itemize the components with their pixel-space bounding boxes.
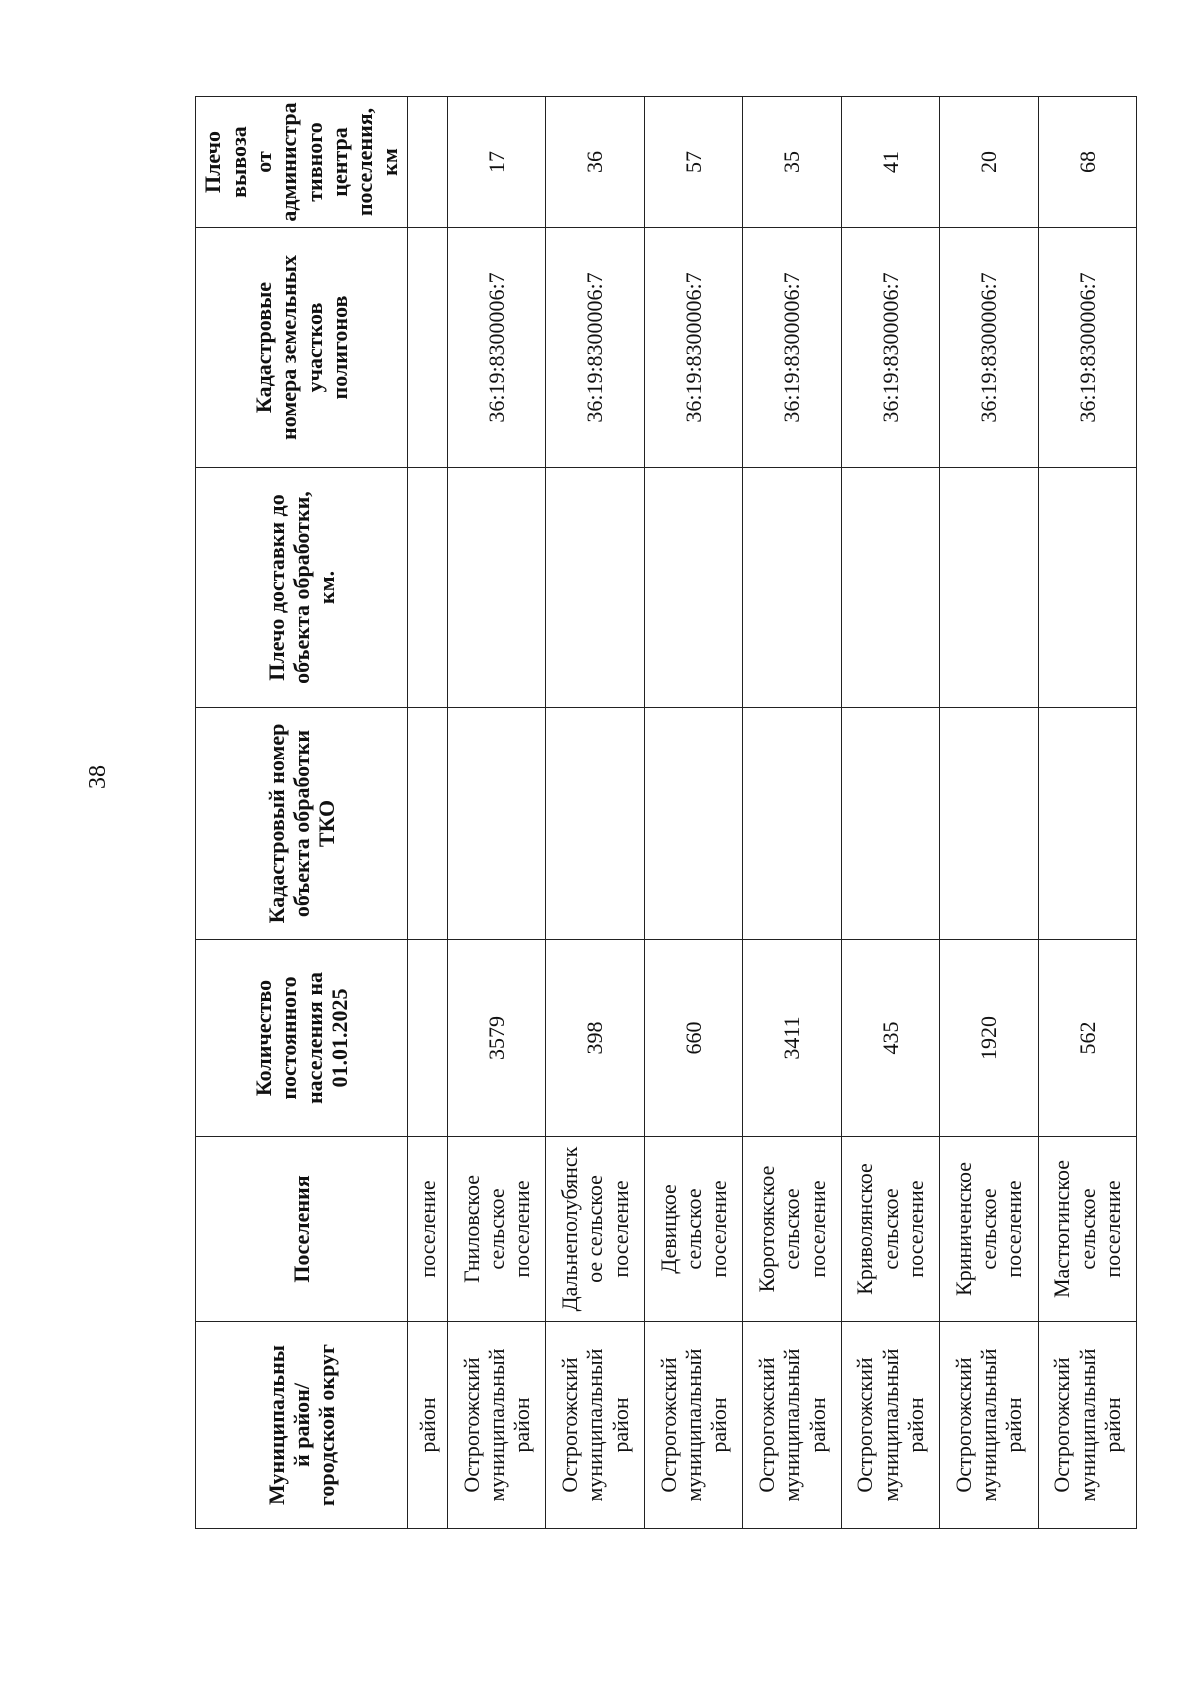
table-row: [940, 97, 1038, 1529]
table-row: [546, 97, 644, 1529]
cell-population: 1920: [940, 940, 1038, 1137]
cell-district: Острогожский муниципальный район: [644, 1322, 742, 1529]
cell-landfill-cadastral: 36:19:8300006:7: [1038, 228, 1136, 468]
cell-processing-cadastral: [940, 708, 1038, 940]
cell-processing-cadastral: [448, 708, 546, 940]
table-row: [841, 97, 939, 1529]
cell-landfill-cadastral: 36:19:8300006:7: [448, 228, 546, 468]
cell-district: Острогожский муниципальный район: [546, 1322, 644, 1529]
cell-landfill-cadastral: 36:19:8300006:7: [841, 228, 939, 468]
cell-settlement: Криниченское сельское поселение: [940, 1137, 1038, 1322]
landfill-table: [195, 96, 1137, 1529]
cell-processing-cadastral: [1038, 708, 1136, 940]
cell-delivery-distance: [940, 468, 1038, 708]
cell-population: 3411: [743, 940, 841, 1137]
table-row: [1038, 97, 1136, 1529]
cell-processing-cadastral: [546, 708, 644, 940]
table-row: [743, 97, 841, 1529]
subheader-cell: [408, 940, 448, 1137]
table-row: [644, 97, 742, 1529]
cell-district: Острогожский муниципальный район: [841, 1322, 939, 1529]
header-landfill-cadastral: Кадастровые номера земельных участков полигонов: [196, 228, 408, 468]
subheader-cell: [408, 228, 448, 468]
cell-haul-distance: 41: [841, 97, 939, 228]
table-subheader-row: [408, 97, 448, 1529]
page-number: 38: [85, 765, 111, 789]
cell-population: 562: [1038, 940, 1136, 1137]
table-container: [195, 97, 1137, 1529]
cell-delivery-distance: [644, 468, 742, 708]
cell-population: 3579: [448, 940, 546, 1137]
table-header-row: [196, 97, 408, 1529]
header-district: Муниципальны й район/ городской округ: [196, 1322, 408, 1529]
header-population: Количество постоянного населения на 01.01.2025: [196, 940, 408, 1137]
cell-landfill-cadastral: 36:19:8300006:7: [644, 228, 742, 468]
cell-population: 398: [546, 940, 644, 1137]
subheader-cell: район: [408, 1322, 448, 1529]
cell-delivery-distance: [546, 468, 644, 708]
cell-district: Острогожский муниципальный район: [448, 1322, 546, 1529]
cell-settlement: Гниловское сельское поселение: [448, 1137, 546, 1322]
header-haul-distance: Плечо вывоза от администра тивного центра поселения, км: [196, 97, 408, 228]
cell-district: Острогожский муниципальный район: [743, 1322, 841, 1529]
cell-settlement: Дальнеполубянск ое сельское поселение: [546, 1137, 644, 1322]
cell-haul-distance: 35: [743, 97, 841, 228]
cell-processing-cadastral: [743, 708, 841, 940]
cell-haul-distance: 20: [940, 97, 1038, 228]
cell-settlement: Коротоякское сельское поселение: [743, 1137, 841, 1322]
cell-delivery-distance: [448, 468, 546, 708]
cell-delivery-distance: [743, 468, 841, 708]
cell-district: Острогожский муниципальный район: [1038, 1322, 1136, 1529]
cell-processing-cadastral: [644, 708, 742, 940]
cell-haul-distance: 17: [448, 97, 546, 228]
subheader-cell: [408, 468, 448, 708]
cell-landfill-cadastral: 36:19:8300006:7: [546, 228, 644, 468]
cell-delivery-distance: [841, 468, 939, 708]
cell-settlement: Девицкое сельское поселение: [644, 1137, 742, 1322]
subheader-cell: [408, 97, 448, 228]
cell-population: 660: [644, 940, 742, 1137]
cell-landfill-cadastral: 36:19:8300006:7: [940, 228, 1038, 468]
cell-settlement: Криволянское сельское поселение: [841, 1137, 939, 1322]
subheader-cell: [408, 708, 448, 940]
header-processing-cadastral: Кадастровый номер объекта обработки ТКО: [196, 708, 408, 940]
cell-haul-distance: 57: [644, 97, 742, 228]
header-delivery-distance: Плечо доставки до объекта обработки, км.: [196, 468, 408, 708]
cell-district: Острогожский муниципальный район: [940, 1322, 1038, 1529]
cell-delivery-distance: [1038, 468, 1136, 708]
cell-haul-distance: 36: [546, 97, 644, 228]
header-settlement: Поселения: [196, 1137, 408, 1322]
cell-haul-distance: 68: [1038, 97, 1136, 228]
table-row: [448, 97, 546, 1529]
cell-population: 435: [841, 940, 939, 1137]
subheader-cell: поселение: [408, 1137, 448, 1322]
cell-processing-cadastral: [841, 708, 939, 940]
cell-settlement: Мастюгинское сельское поселение: [1038, 1137, 1136, 1322]
cell-landfill-cadastral: 36:19:8300006:7: [743, 228, 841, 468]
